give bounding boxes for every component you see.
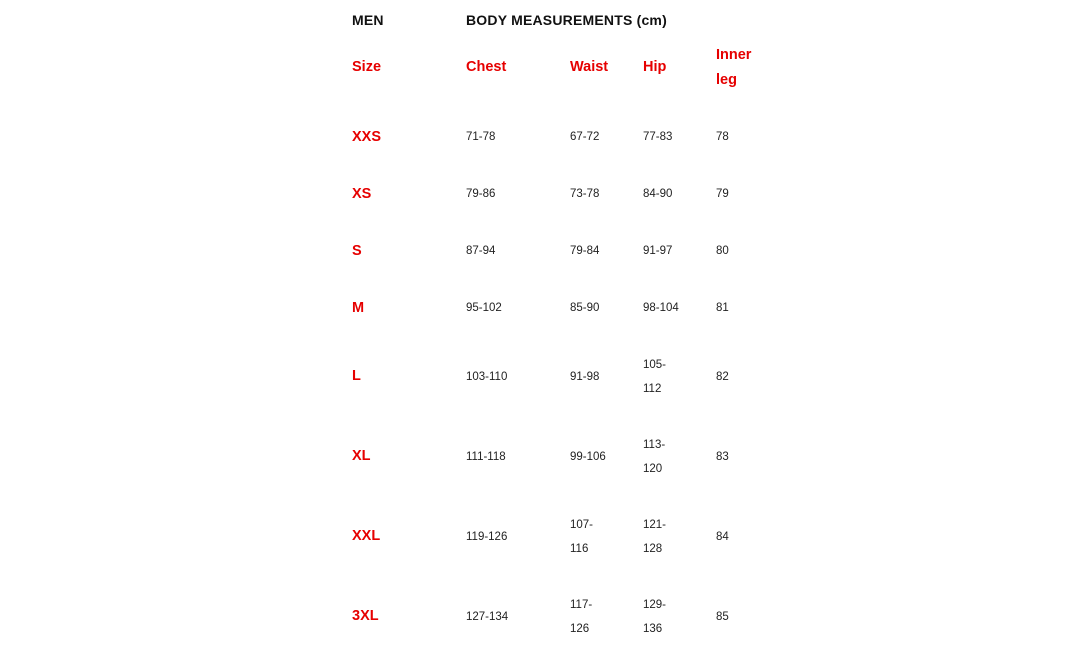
- section-title: BODY MEASUREMENTS (cm): [466, 12, 667, 28]
- inner-leg-cell: 84: [716, 531, 729, 543]
- waist-cell: 99-106: [570, 451, 606, 463]
- hip-cell-line2: 128: [643, 543, 663, 555]
- hip-cell-line1: 121-: [643, 519, 667, 531]
- inner-leg-cell: 83: [716, 451, 729, 463]
- inner-leg-cell: 78: [716, 131, 729, 143]
- waist-cell: 79-84: [570, 245, 600, 257]
- row-size-label: XL: [352, 448, 371, 464]
- hip-cell-line2: 120: [643, 463, 663, 475]
- waist-cell-line2: 116: [570, 543, 589, 555]
- header-inner-leg-line1: Inner: [716, 47, 752, 63]
- header-inner-leg: [716, 43, 751, 93]
- chest-cell: 79-86: [466, 188, 496, 200]
- inner-leg-cell: 79: [716, 188, 729, 200]
- gender-label: MEN: [352, 12, 384, 28]
- row-size-label: L: [352, 368, 361, 384]
- inner-leg-cell: 80: [716, 245, 729, 257]
- row-size-label: M: [352, 300, 365, 316]
- row-size-label: XXS: [352, 129, 382, 145]
- chest-cell: 127-134: [466, 611, 509, 623]
- chest-cell: 95-102: [466, 302, 502, 314]
- hip-cell-line2: 112: [643, 383, 662, 395]
- inner-leg-cell: 81: [716, 302, 729, 314]
- waist-cell: 85-90: [570, 302, 600, 314]
- hip-cell: [643, 433, 665, 481]
- hip-cell-line1: 113-: [643, 439, 666, 451]
- chest-cell: 87-94: [466, 245, 496, 257]
- hip-cell: 91-97: [643, 245, 673, 257]
- header-inner-leg-line2: leg: [716, 72, 737, 88]
- header-waist: Waist: [570, 59, 609, 75]
- hip-cell-line1: 129-: [643, 599, 667, 611]
- waist-cell-line2: 126: [570, 623, 590, 635]
- hip-cell: [643, 513, 666, 561]
- row-size-label: 3XL: [352, 608, 379, 624]
- waist-cell: 73-78: [570, 188, 600, 200]
- row-size-label: XXL: [352, 528, 381, 544]
- header-hip: Hip: [643, 59, 667, 75]
- waist-cell: [570, 513, 593, 561]
- chest-cell: 119-126: [466, 531, 508, 543]
- chest-cell: 103-110: [466, 371, 508, 383]
- chest-cell: 111-118: [466, 451, 506, 463]
- waist-cell: [570, 593, 592, 641]
- header-size: Size: [352, 59, 382, 75]
- hip-cell: 77-83: [643, 131, 673, 143]
- inner-leg-cell: 82: [716, 371, 729, 383]
- hip-cell: 84-90: [643, 188, 673, 200]
- hip-cell: [643, 353, 666, 401]
- hip-cell: 98-104: [643, 302, 679, 314]
- hip-cell: [643, 593, 666, 641]
- hip-cell-line1: 105-: [643, 359, 667, 371]
- hip-cell-line2: 136: [643, 623, 663, 635]
- chest-cell: 71-78: [466, 131, 496, 143]
- waist-cell: 67-72: [570, 131, 600, 143]
- waist-cell-line1: 107-: [570, 519, 594, 531]
- header-chest: Chest: [466, 59, 507, 75]
- inner-leg-cell: 85: [716, 611, 729, 623]
- row-size-label: S: [352, 243, 362, 259]
- waist-cell: 91-98: [570, 371, 600, 383]
- row-size-label: XS: [352, 186, 372, 202]
- waist-cell-line1: 117-: [570, 599, 593, 611]
